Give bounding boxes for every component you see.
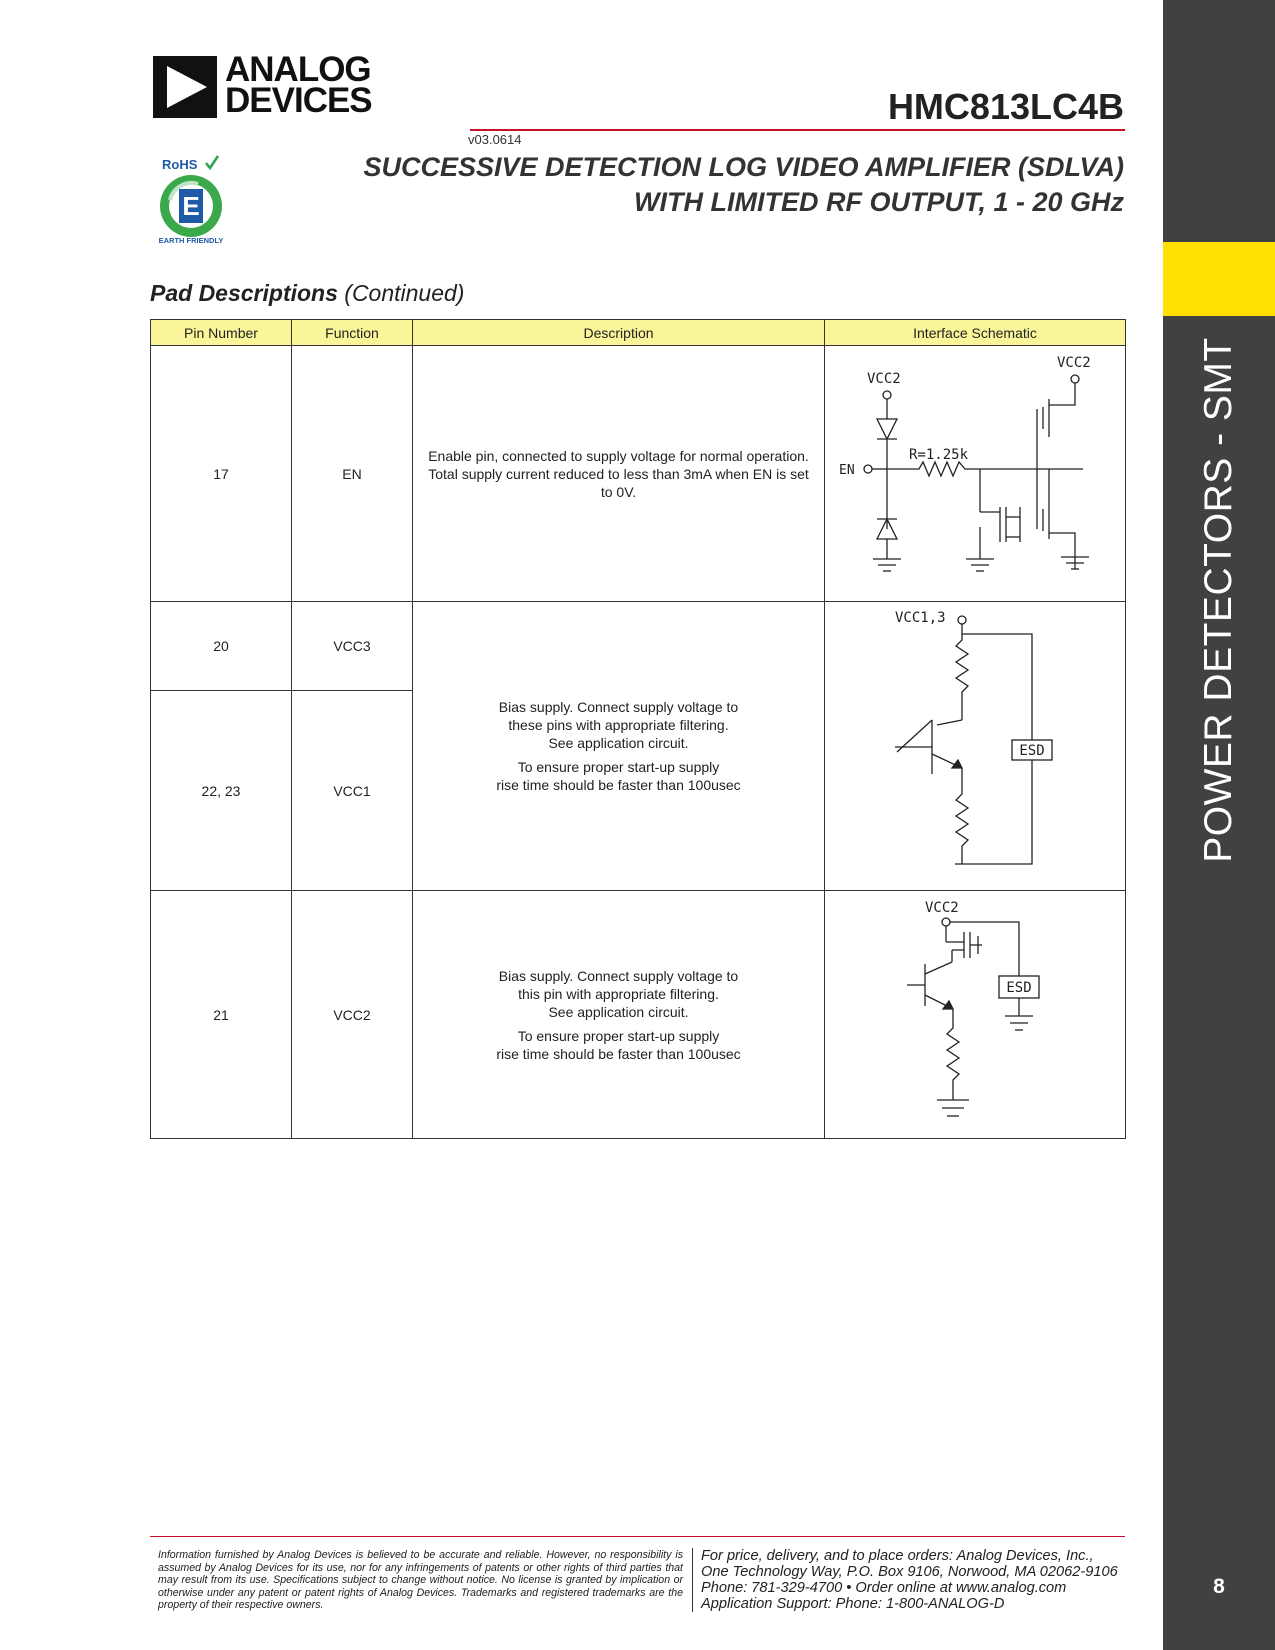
description-line: rise time should be faster than 100usec <box>496 1045 741 1062</box>
brand-wordmark <box>225 50 372 120</box>
contact-line: For price, delivery, and to place orders: Analog Devices, Inc., <box>701 1548 1094 1564</box>
description-line: To ensure proper start-up supply <box>517 759 720 775</box>
schematic-vcc2-left-label: VCC2 <box>867 370 901 387</box>
header-interface-schematic: Interface Schematic <box>825 320 1126 346</box>
description-line: rise time should be faster than 100usec <box>496 777 741 793</box>
document-title-line-1: SUCCESSIVE DETECTION LOG VIDEO AMPLIFIER (SDLVA) <box>363 152 1124 182</box>
header-pin-number: Pin Number <box>151 320 292 346</box>
rohs-badge-caption: EARTH FRIENDLY <box>158 236 224 245</box>
description-line: Bias supply. Connect supply voltage to <box>498 699 739 715</box>
brand-line-2: DEVICES <box>225 81 372 120</box>
description-line: To ensure proper start-up supply <box>517 1027 720 1044</box>
function-cell: EN <box>292 346 413 602</box>
vcc2-schematic-icon <box>825 892 1125 1138</box>
schematic-esd-label: ESD <box>1006 979 1032 996</box>
pin-number-cell: 17 <box>151 346 292 602</box>
contact-line: Phone: 781-329-4700 • Order online at www.analog.com <box>701 1580 1067 1596</box>
pin-number-cell: 21 <box>151 891 292 1139</box>
section-tab-label: POWER DETECTORS - SMT <box>1197 337 1240 863</box>
description-cell <box>413 602 825 891</box>
description-line: See application circuit. <box>548 1003 689 1020</box>
description-line: See application circuit. <box>548 735 689 751</box>
footer-divider <box>692 1548 693 1612</box>
rohs-badge-letter: E <box>182 191 200 221</box>
function-cell: VCC3 <box>292 602 413 691</box>
function-cell: VCC1 <box>292 691 413 891</box>
schematic-vcc2-label: VCC2 <box>925 899 959 916</box>
header-description: Description <box>413 320 825 346</box>
schematic-cell <box>825 891 1126 1139</box>
schematic-cell <box>825 346 1126 602</box>
pin-number-cell: 20 <box>151 602 292 691</box>
description-cell <box>413 346 825 602</box>
header-function: Function <box>292 320 413 346</box>
schematic-cell <box>825 602 1126 891</box>
schematic-resistor-label: R=1.25k <box>909 446 969 463</box>
pad-descriptions-table <box>150 319 1126 1139</box>
rohs-label: RoHS <box>162 157 198 172</box>
description-line: Bias supply. Connect supply voltage to <box>498 967 739 984</box>
description-line: this pin with appropriate filtering. <box>518 985 719 1002</box>
header-rule <box>470 129 1125 131</box>
description-cell <box>413 891 825 1139</box>
brand-line-1: ANALOG <box>225 50 371 89</box>
schematic-esd-label: ESD <box>1019 743 1045 759</box>
function-cell: VCC2 <box>292 891 413 1139</box>
version-label: v03.0614 <box>468 132 522 147</box>
en-pin-schematic-icon <box>825 347 1125 601</box>
pin-number-cell: 22, 23 <box>151 691 292 891</box>
schematic-vcc13-label: VCC1,3 <box>895 610 946 626</box>
table-header-row <box>151 320 1126 346</box>
section-heading <box>150 280 464 307</box>
schematic-en-label: EN <box>839 462 855 478</box>
page-number: 8 <box>1213 1575 1225 1598</box>
sidebar-accent-block <box>1163 242 1275 316</box>
contact-line: Application Support: Phone: 1-800-ANALOG-D <box>701 1596 1005 1612</box>
table-row <box>151 346 1126 602</box>
schematic-vcc2-right-label: VCC2 <box>1057 354 1091 371</box>
table-row <box>151 602 1126 691</box>
contact-line: One Technology Way, P.O. Box 9106, Norwood, MA 02062-9106 <box>701 1564 1118 1580</box>
part-number: HMC813LC4B <box>887 86 1124 127</box>
document-title-line-2: WITH LIMITED RF OUTPUT, 1 - 20 GHz <box>634 187 1124 217</box>
contact-block <box>701 1548 1118 1612</box>
section-title: Pad Descriptions <box>150 280 338 306</box>
legal-disclaimer: Information furnished by Analog Devices is believed to be accurate and reliable. However, no responsibility is assumed by Analog Devices for its use, nor for any infringements of patents or other rights of third parties that may result from its use. Specifications subject to change without notice. No license is granted by implication or otherwise under any patent or patent rights of Analog Devices. Trademarks and registered trademarks are the property of their respective owners. <box>158 1549 683 1611</box>
description-line: these pins with appropriate filtering. <box>508 717 729 733</box>
footer-rule <box>150 1536 1125 1537</box>
rohs-earth-friendly-icon <box>148 153 234 245</box>
description-text: Enable pin, connected to supply voltage for normal operation. Total supply current reduced to less than 3mA when EN is set to 0V. <box>428 447 809 500</box>
vcc1-3-schematic-icon <box>825 602 1125 890</box>
table-row <box>151 891 1126 1139</box>
section-subtitle: (Continued) <box>344 280 465 306</box>
